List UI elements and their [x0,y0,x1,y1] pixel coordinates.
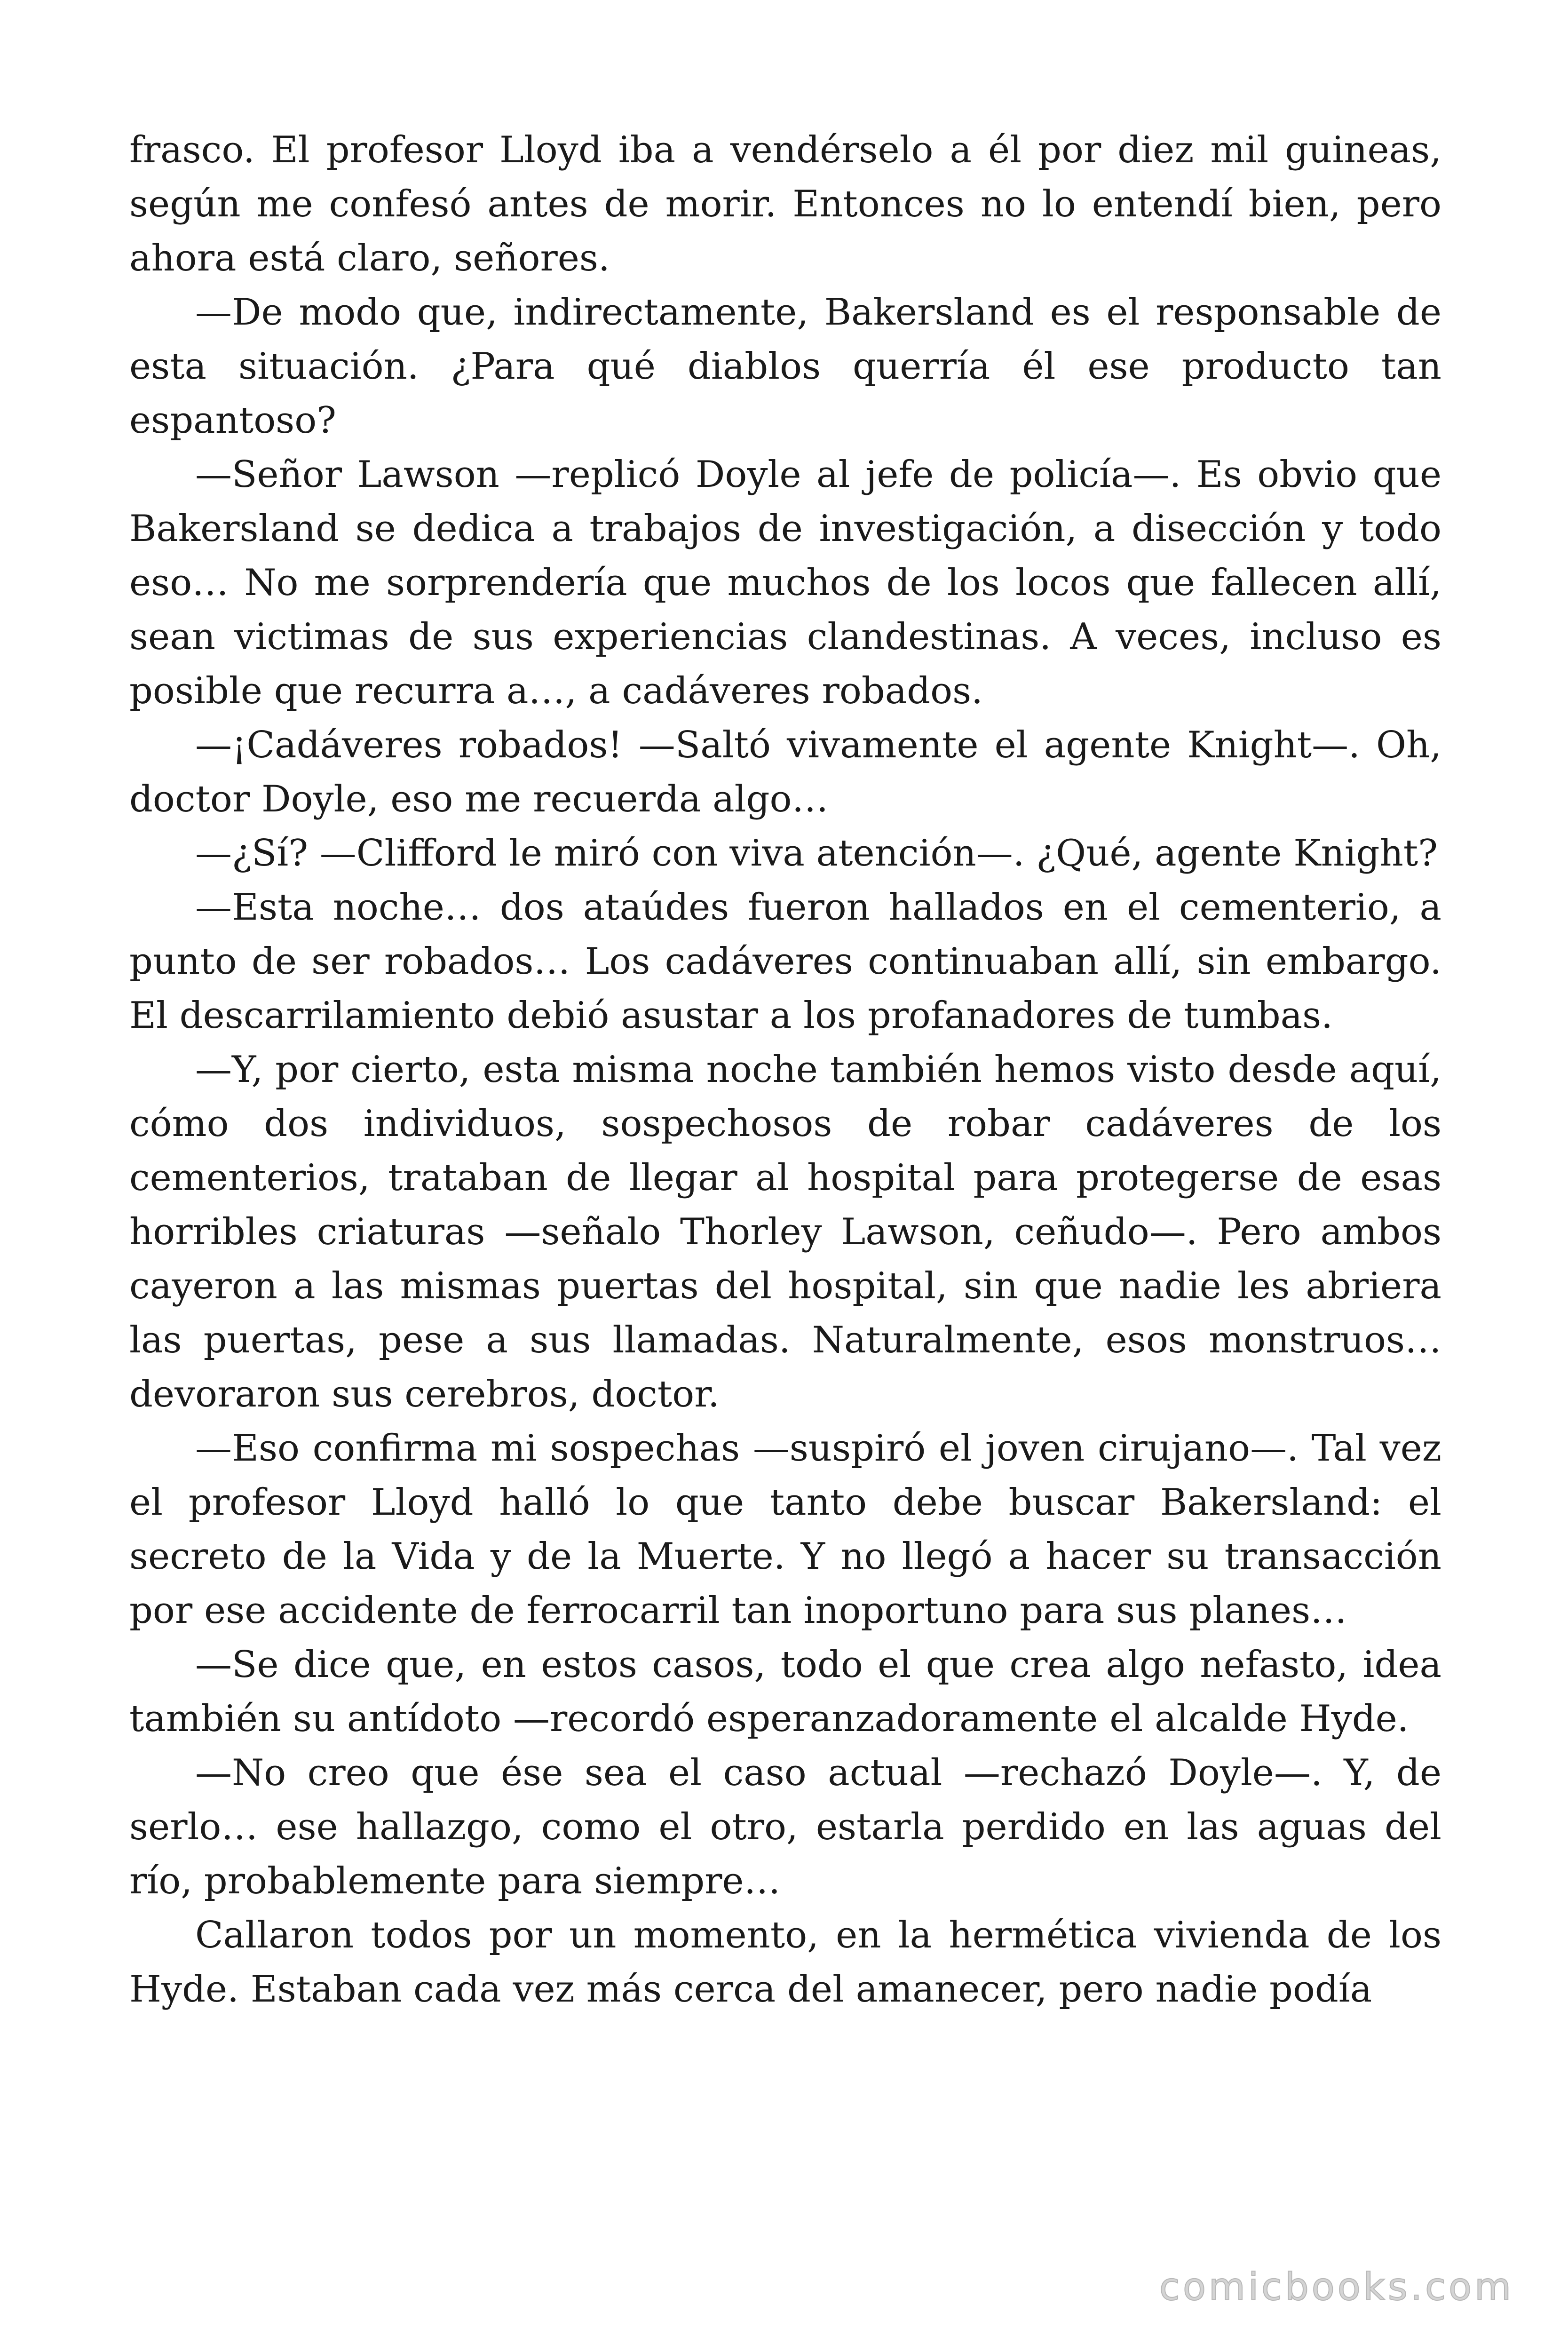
paragraph: —Eso confirma mi sospechas —suspiró el joven cirujano—. Tal vez el profesor Lloyd halló lo que tanto debe buscar Bakersland: el secreto de la Vida y de la Muerte. Y no llegó a hacer su transacción por ese accidente de ferrocarril tan inoportuno para sus planes… [129,1427,1441,1632]
paragraph: —¿Sí? —Clifford le miró con viva atención—. ¿Qué, agente Knight? [195,832,1438,874]
body-text [129,123,1441,2017]
paragraph: —No creo que ése sea el caso actual —rechazó Doyle—. Y, de serlo… ese hallazgo, como el otro, estarla perdido en las aguas del río, probablemente para siempre… [129,1752,1441,1902]
paragraph: —De modo que, indirectamente, Bakersland es el responsable de esta situación. ¿Para qué diablos querría él ese producto tan espantoso? [129,291,1441,442]
paragraph: —Se dice que, en estos casos, todo el que crea algo nefasto, idea también su antídoto —recordó esperanzadoramente el alcalde Hyde. [129,1644,1441,1740]
paragraph: —Y, por cierto, esta misma noche también hemos visto desde aquí, cómo dos individuos, sospechosos de robar cadáveres de los cementerios, trataban de llegar al hospital para protegerse de esas horribles criaturas —señalo Thorley Lawson, ceñudo—. Pero ambos cayeron a las mismas puertas del hospital, sin que nadie les abriera las puertas, pese a sus llamadas. Naturalmente, esos monstruos… devoraron sus cerebros, doctor. [129,1049,1441,1415]
paragraph: frasco. El profesor Lloyd iba a vendérselo a él por diez mil guineas, según me confesó antes de morir. Entonces no lo entendí bien, pero ahora está claro, señores. [129,129,1441,279]
paragraph: —Señor Lawson —replicó Doyle al jefe de policía—. Es obvio que Bakersland se dedica a trabajos de investigación, a disección y todo eso… No me sorprendería que muchos de los locos que fallecen allí, sean victimas de sus experiencias clandestinas. A veces, incluso es posible que recurra a…, a cadáveres robados. [129,453,1441,712]
paragraph: —¡Cadáveres robados! —Saltó vivamente el agente Knight—. Oh, doctor Doyle, eso me recuerda algo… [129,724,1441,820]
paragraph: —Esta noche… dos ataúdes fueron hallados en el cementerio, a punto de ser robados… Los cadáveres continuaban allí, sin embargo. El descarrilamiento debió asustar a los profanadores de tumbas. [129,886,1441,1037]
paragraph: Callaron todos por un momento, en la hermética vivienda de los Hyde. Estaban cada vez más cerca del amanecer, pero nadie podía [129,1914,1441,2010]
watermark: comicbooks.com [1159,2265,1514,2309]
